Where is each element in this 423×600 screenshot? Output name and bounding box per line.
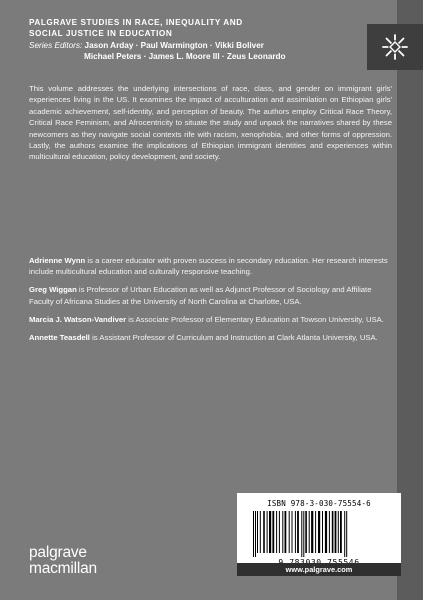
publisher-name-line2: macmillan	[29, 560, 97, 577]
palgrave-star-icon	[381, 33, 409, 61]
series-title-line1: PALGRAVE STUDIES IN RACE, INEQUALITY AND	[29, 18, 243, 27]
author-bios	[29, 255, 392, 349]
author-name: Adrienne Wynn	[29, 256, 86, 265]
author-name: Annette Teasdell	[29, 332, 90, 342]
author-name: Marcia J. Watson-Vandiver	[29, 314, 127, 324]
editors-label: Series Editors:	[29, 41, 83, 50]
isbn-text: ISBN 978-3-030-75554-6	[267, 499, 371, 508]
author-name: Greg Wiggan	[29, 285, 77, 295]
author-bio-text: is Assistant Professor of Curriculum and Instruction at Clark Atlanta University, USA.	[89, 332, 378, 342]
barcode-bars	[249, 511, 389, 557]
editors-line2: Michael Peters · James L. Moore III · Zeus Leonardo	[84, 52, 286, 61]
author-bio-text: is a career educator with proven success in secondary education. Her research interests include multicultural education and culturally responsive teaching.	[29, 256, 388, 277]
author-bio-text: is Associate Professor of Elementary Education at Towson University, USA.	[126, 314, 384, 324]
author-bio	[29, 284, 392, 307]
publisher-name-line1: palgrave	[29, 544, 87, 561]
author-bio	[29, 332, 392, 343]
author-bio	[29, 255, 392, 278]
series-block	[29, 18, 364, 62]
palgrave-logo	[367, 24, 423, 70]
series-editors	[29, 40, 364, 62]
author-bio-text: is Professor of Urban Education as well as Adjunct Professor of Sociology and Affiliate Faculty of Africana Studies at the University of North Carolina at Charlotte, USA.	[29, 285, 372, 306]
author-bio	[29, 314, 392, 325]
series-title-line2: SOCIAL JUSTICE IN EDUCATION	[29, 28, 173, 38]
book-description: This volume addresses the underlying intersections of race, class, and gender on immigrant girls' experiences living in the US. It examines the impact of acculturation and assimilation on Ethiopian girls' academic achievement, self-identity, and perception of beauty. The authors employ Critical Race Theory, Critical Race Feminism, and Afrocentricity to situate the study and unpack the narratives shared by these newcomers as they navigate social contexts rife with racism, xenophobia, and other forms of oppression. Lastly, the authors examine the implications of Ethiopian immigrant identities and experiences within multicultural education, policy development, and society.	[29, 84, 392, 162]
editors-line1: Jason Arday · Paul Warmington · Vikki Boliver	[84, 41, 264, 50]
publisher-website: www.palgrave.com	[237, 563, 401, 576]
publisher-logo	[29, 545, 97, 577]
